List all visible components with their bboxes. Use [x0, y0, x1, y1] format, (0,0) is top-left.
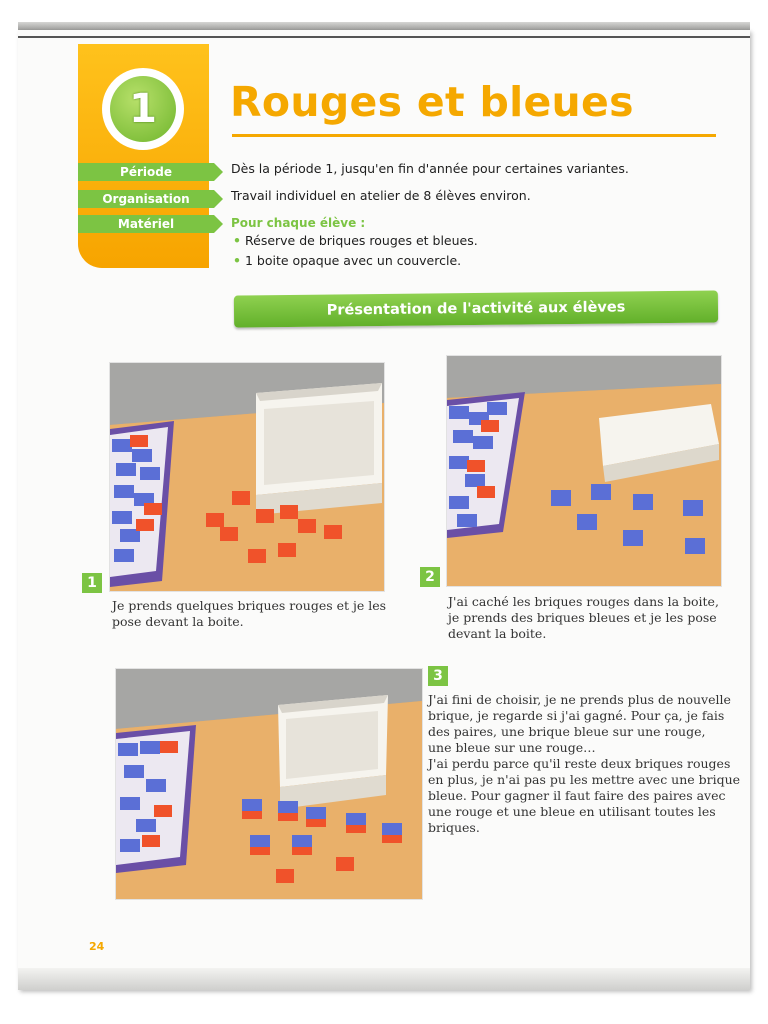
materiel-item: • 1 boite opaque avec un couvercle. — [233, 253, 462, 268]
caption-line: des paires, une brique bleue sur une rouge, — [428, 724, 706, 739]
caption-line: bleue. Pour gagner il faut faire des paires avec — [428, 788, 726, 803]
scan-top-rule — [18, 36, 750, 38]
scan-bottom-edge — [18, 968, 750, 990]
caption-line: une bleue sur une rouge… — [428, 740, 596, 755]
organisation-label: Organisation — [78, 190, 214, 208]
caption-line: une rouge et une bleue en utilisant toutes les — [428, 804, 716, 819]
page-title: Rouges et bleues — [230, 78, 634, 126]
caption-line: briques. — [428, 820, 480, 835]
step-3-caption — [428, 692, 740, 836]
chevron-right-icon — [214, 190, 223, 208]
materiel-item: • Réserve de briques rouges et bleues. — [233, 233, 478, 248]
caption-line: brique, je regarde si j'ai gagné. Pour ça, je fais — [428, 708, 725, 723]
section-banner — [234, 290, 718, 327]
caption-line: en plus, je n'ai pas pu les mettre avec une brique — [428, 772, 741, 787]
step-number-badge: 3 — [428, 666, 448, 686]
organisation-text: Travail individuel en atelier de 8 élèves environ. — [231, 188, 531, 203]
chevron-right-icon — [214, 163, 223, 181]
periode-text: Dès la période 1, jusqu'en fin d'année pour certaines variantes. — [231, 161, 629, 176]
photo-step-3 — [115, 668, 423, 900]
chevron-right-icon — [214, 215, 223, 233]
caption-line: Je prends quelques briques rouges et je les — [112, 598, 387, 613]
caption-line: je prends des briques bleues et je les pose — [448, 610, 717, 625]
photo-step-2 — [446, 355, 722, 587]
caption-line: J'ai caché les briques rouges dans la boite, — [448, 594, 719, 609]
caption-line: pose devant la boite. — [112, 614, 244, 629]
title-underline — [232, 134, 716, 137]
caption-line: J'ai fini de choisir, je ne prends plus de nouvelle — [428, 692, 731, 707]
materiel-subhead: Pour chaque élève : — [231, 216, 366, 230]
step-2-caption — [448, 594, 719, 642]
materiel-label: Matériel — [78, 215, 214, 233]
activity-number: 1 — [129, 86, 157, 132]
step-number-badge: 1 — [82, 573, 102, 593]
caption-line: devant la boite. — [448, 626, 547, 641]
caption-line: J'ai perdu parce qu'il reste deux briques rouges — [428, 756, 731, 771]
materiel-item-text: Réserve de briques rouges et bleues. — [245, 233, 478, 248]
step-number-badge: 2 — [420, 567, 440, 587]
photo-step-1 — [109, 362, 385, 592]
step-1-caption — [112, 598, 386, 630]
periode-label: Période — [78, 163, 214, 181]
section-banner-text: Présentation de l'activité aux élèves — [326, 299, 626, 319]
materiel-item-text: 1 boite opaque avec un couvercle. — [245, 253, 462, 268]
page-number: 24 — [89, 940, 105, 953]
